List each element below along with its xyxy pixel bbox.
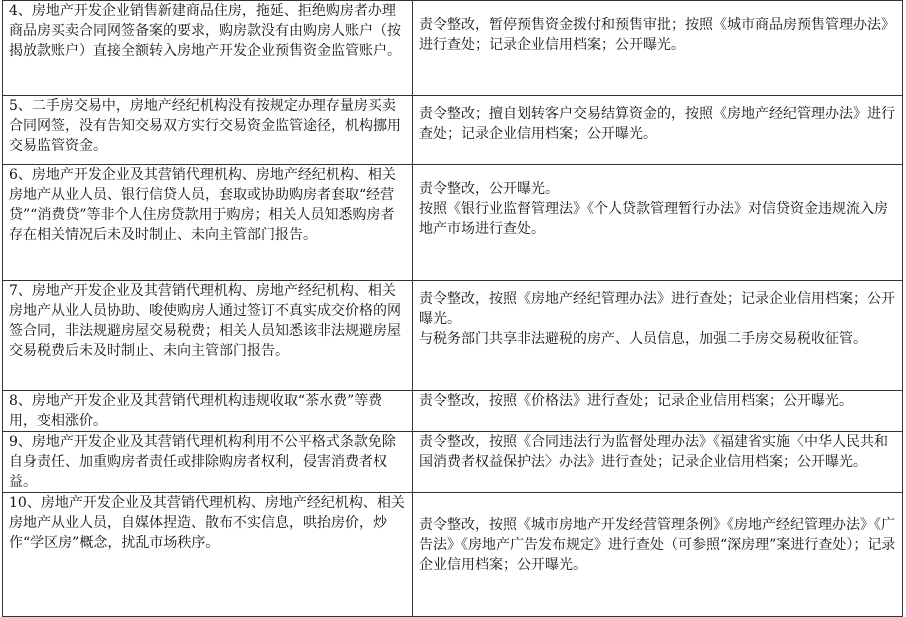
penalty-line: 按照《银行业监督管理法》《个人贷款管理暂行办法》对信贷资金违规流入房地产市场进行查处。 — [419, 201, 888, 237]
violation-cell: 7、房地产开发企业及其营销代理机构、房地产经纪机构、相关房地产从业人员协助、唆使购房人通过签订不真实成交价格的网签合同，非法规避房屋交易税费；相关人员知悉该非法规避房屋交易税费后未及时制止、未向主管部门报告。 — [3, 281, 413, 391]
violation-cell: 9、房地产开发企业及其营销代理机构利用不公平格式条款免除自身责任、加重购房者责任或排除购房者权利，侵害消费者权益。 — [3, 432, 413, 493]
violation-cell: 6、房地产开发企业及其营销代理机构、房地产经纪机构、相关房地产从业人员、银行信贷人员，套取或协助购房者套取“经营贷”“消费贷”等非个人住房贷款用于购房；相关人员知悉购房者存在相关情况后未及时制止、未向主管部门报告。 — [3, 165, 413, 281]
penalty-line: 责令整改，公开曝光。 — [419, 181, 559, 197]
violation-cell: 4、房地产开发企业销售新建商品住房，拖延、拒绝购房者办理商品房买卖合同网签备案的要求，购房款没有由购房人账户（按揭放款账户）直接全额转入房地产开发企业预售资金监管账户。 — [3, 1, 413, 96]
penalty-line: 与税务部门共享非法避税的房产、人员信息，加强二手房交易税收征管。 — [419, 331, 867, 347]
penalty-cell — [413, 281, 903, 391]
table-row — [3, 165, 903, 281]
violation-penalty-table — [2, 0, 903, 617]
penalty-cell: 责令整改，按照《价格法》进行查处；记录企业信用档案；公开曝光。 — [413, 391, 903, 432]
penalty-cell — [413, 165, 903, 281]
table-row — [3, 281, 903, 391]
table-row — [3, 96, 903, 165]
penalty-cell: 责令整改，暂停预售资金拨付和预售审批；按照《城市商品房预售管理办法》进行查处；记录企业信用档案；公开曝光。 — [413, 1, 903, 96]
table-row — [3, 432, 903, 493]
violation-cell: 5、二手房交易中，房地产经纪机构没有按规定办理存量房买卖合同网签，没有告知交易双方实行交易资金监管途径，机构挪用交易监管资金。 — [3, 96, 413, 165]
violation-cell: 10、房地产开发企业及其营销代理机构、房地产经纪机构、相关房地产从业人员，自媒体捏造、散布不实信息，哄抬房价，炒作“学区房”概念，扰乱市场秩序。 — [3, 493, 413, 617]
penalty-cell: 责令整改；擅自划转客户交易结算资金的，按照《房地产经纪管理办法》进行查处；记录企业信用档案；公开曝光。 — [413, 96, 903, 165]
penalty-cell: 责令整改，按照《城市房地产开发经营管理条例》《房地产经纪管理办法》《广告法》《房地产广告发布规定》进行查处（可参照“深房理”案进行查处）；记录企业信用档案；公开曝光。 — [413, 493, 903, 617]
violation-cell: 8、房地产开发企业及其营销代理机构违规收取“茶水费”等费用，变相涨价。 — [3, 391, 413, 432]
penalty-line: 责令整改，按照《房地产经纪管理办法》进行查处；记录企业信用档案；公开曝光。 — [419, 291, 895, 327]
table-row — [3, 391, 903, 432]
table-row — [3, 493, 903, 617]
table-row — [3, 1, 903, 96]
penalty-cell: 责令整改，按照《合同违法行为监督处理办法》《福建省实施〈中华人民共和国消费者权益保护法〉办法》进行查处；记录企业信用档案；公开曝光。 — [413, 432, 903, 493]
